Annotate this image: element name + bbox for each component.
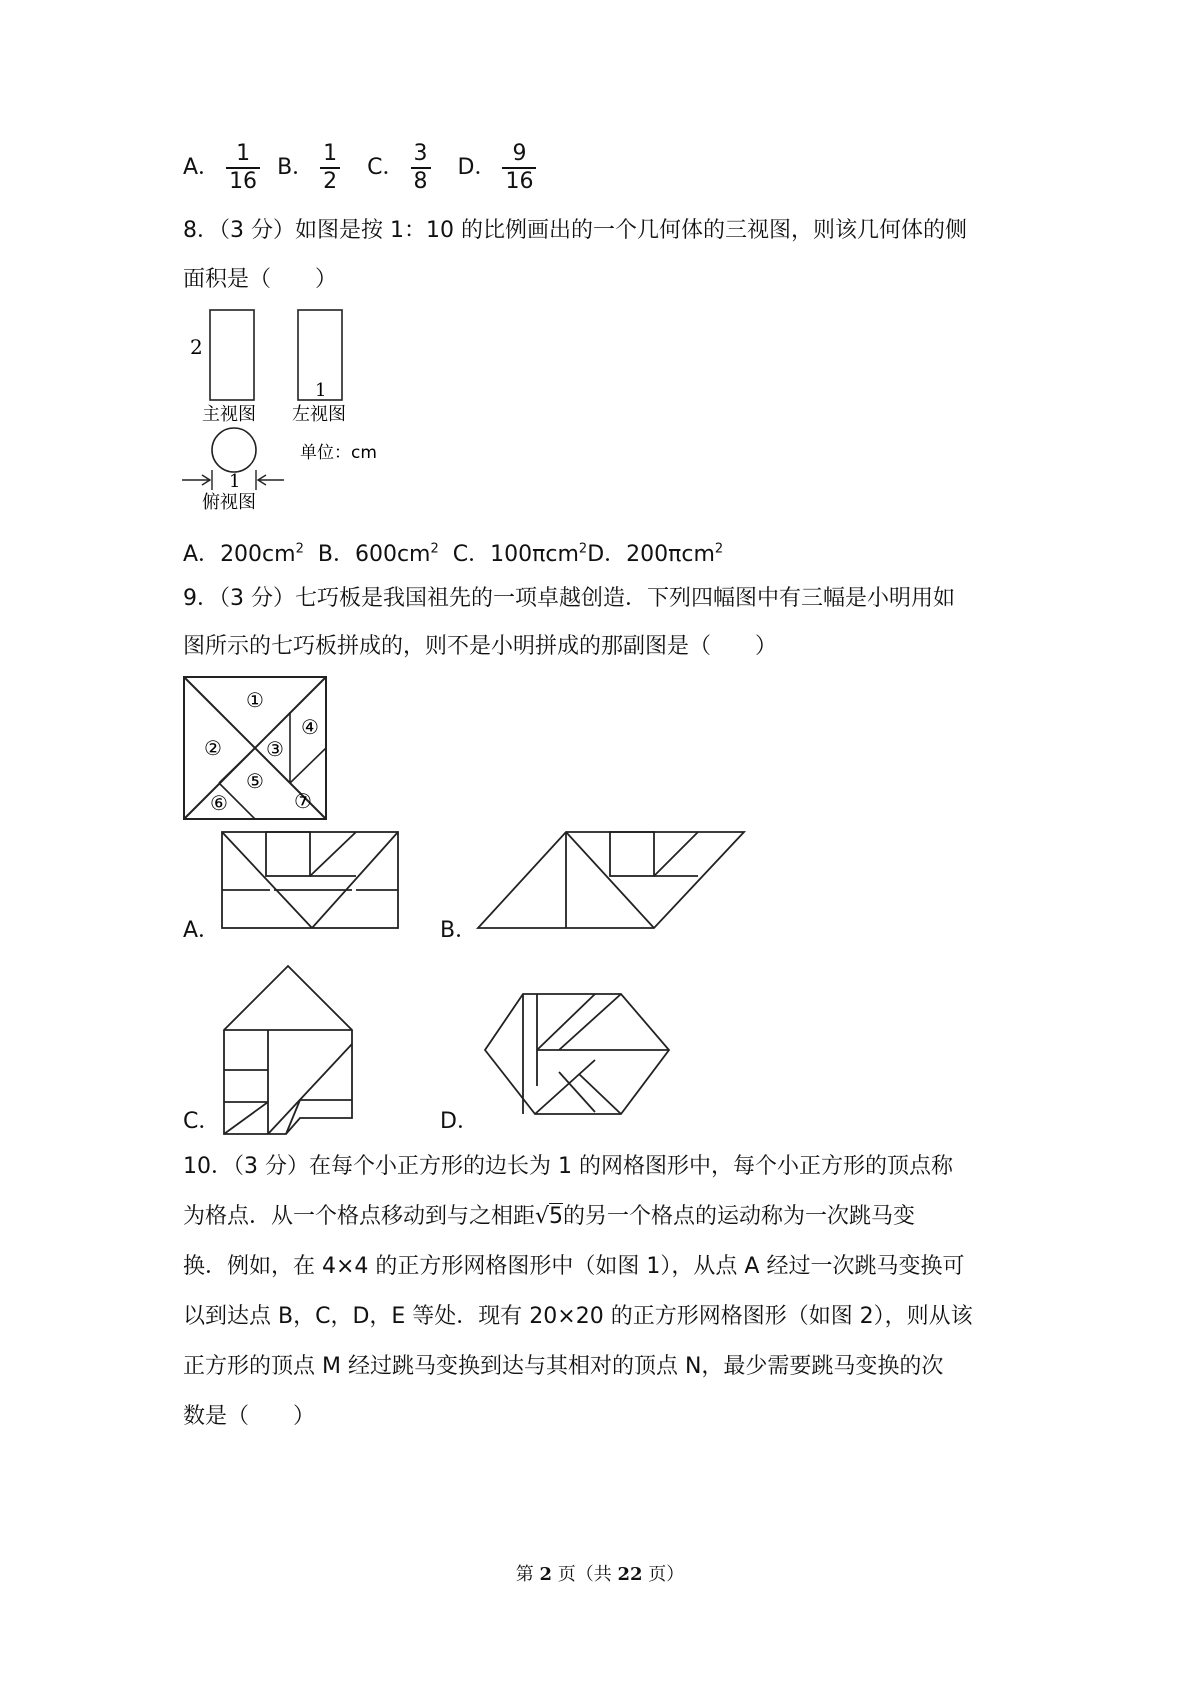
tangram-piece-7-label: ⑦ <box>294 789 312 813</box>
q8-line-2: 面积是（ ） <box>183 267 338 292</box>
unit-label: 单位：cm <box>300 443 377 463</box>
q8-option-b: B．$600cm^2$ <box>317 542 439 568</box>
page-footer: 第 2 页（共 22 页） <box>515 1564 685 1585</box>
q10-line-2 <box>183 1202 915 1232</box>
q7-option-a: A． $\frac{1}{16}$ <box>183 140 266 196</box>
sqrt-radicand: 5 <box>549 1204 564 1229</box>
q10-line-4: 以到达点 B，C，D，E 等处．现有 20×20 的正方形网格图形（如图 2），则从该 <box>183 1304 973 1329</box>
option-a-figure <box>220 830 400 930</box>
q9-line-2: 图所示的七巧板拼成的，则不是小明拼成的那副图是（ ） <box>183 634 778 659</box>
q8-option-c: C．100πcm$^2$ <box>452 542 588 568</box>
tangram-piece-5-label: ⑤ <box>246 769 264 793</box>
option-a-label: A． <box>183 918 221 943</box>
q7-options <box>183 140 542 196</box>
q7-option-c: C． $\frac{3}{8}$ <box>367 140 436 196</box>
q8-option-d: D．200πcm$^2$ <box>587 542 724 568</box>
q9-line-1: 9．（3 分）七巧板是我国祖先的一项卓越创造．下列四幅图中有三幅是小明用如 <box>183 586 955 611</box>
tangram-piece-3-label: ③ <box>266 737 284 761</box>
q8-option-a: A．$200cm^2$ <box>183 542 304 568</box>
current-page-number: 2 <box>539 1564 552 1585</box>
side-view-label: 左视图 <box>292 404 346 425</box>
q10-line-3: 换．例如，在 4×4 的正方形网格图形中（如图 1），从点 A 经过一次跳马变换可 <box>183 1254 965 1279</box>
q10-line-6: 数是（ ） <box>183 1404 316 1429</box>
top-view-circle <box>212 428 256 472</box>
q7-option-b: B． $\frac{1}{2}$ <box>277 140 346 196</box>
q10-line-2-post: 的另一个格点的运动称为一次跳马变 <box>563 1204 916 1229</box>
q10-line-5: 正方形的顶点 M 经过跳马变换到达与其相对的顶点 N，最少需要跳马变换的次 <box>183 1354 944 1379</box>
q10-line-1: 10．（3 分）在每个小正方形的边长为 1 的网格图形中，每个小正方形的顶点称 <box>183 1154 953 1179</box>
tangram-piece-1-label: ① <box>246 688 264 712</box>
sqrt-symbol: √ <box>535 1204 550 1229</box>
dim-width-top-label: 1 <box>229 471 241 492</box>
total-page-count: 22 <box>617 1564 643 1585</box>
three-view-figure <box>180 300 410 520</box>
option-d-figure <box>483 992 673 1142</box>
option-c-label: C． <box>183 1109 221 1134</box>
option-c-figure <box>222 964 362 1144</box>
option-b-figure <box>476 830 746 930</box>
option-b-label: B． <box>440 918 478 943</box>
tangram-piece-4-label: ④ <box>301 715 319 739</box>
q8-line-1: 8．（3 分）如图是按 1：10 的比例画出的一个几何体的三视图，则该几何体的侧 <box>183 218 967 243</box>
q7-option-d: D． $\frac{9}{16}$ <box>458 140 543 196</box>
tangram-piece-2-label: ② <box>204 736 222 760</box>
option-d-label: D． <box>440 1109 479 1134</box>
front-view-rect <box>210 310 254 400</box>
q10-line-2-pre: 为格点．从一个格点移动到与之相距 <box>183 1204 536 1229</box>
top-view-label: 俯视图 <box>202 492 256 513</box>
dim-width-side-label: 1 <box>315 380 327 401</box>
q8-options <box>183 535 723 570</box>
front-view-label: 主视图 <box>202 404 256 425</box>
tangram-reference-figure <box>183 676 327 820</box>
dim-height-label: 2 <box>190 335 203 359</box>
tangram-piece-6-label: ⑥ <box>210 791 228 815</box>
